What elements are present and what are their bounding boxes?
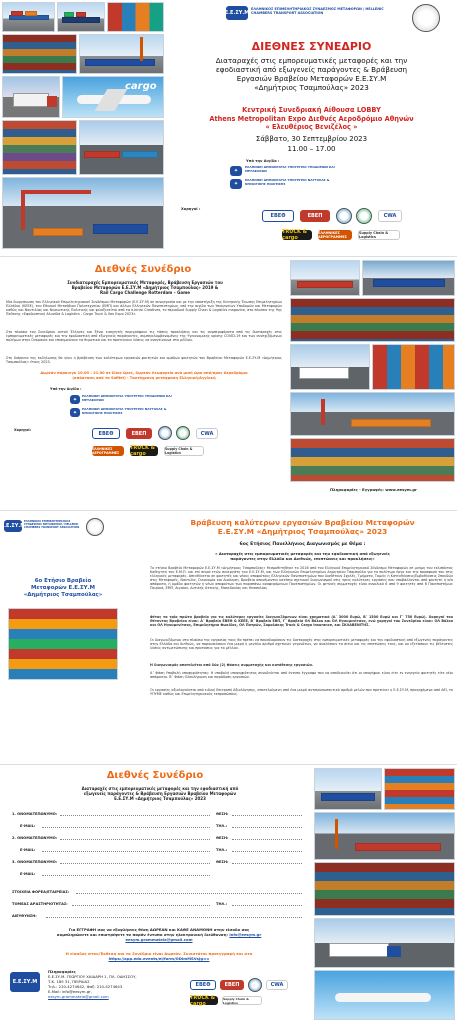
s3-header-org: ΕΛΛΗΝΙΚΟΣ ΕΠΙΜΕΛΗΤΗΡΙΑΚΟΣ ΣΥΝΔΕΣΜΟΣ ΜΕΤΑΦΟΡΩΝ / HELLENIC CHAMBERS TRANSPORT ASSOCIATION bbox=[24, 520, 80, 530]
photo-port bbox=[79, 34, 164, 74]
field-email-1-label: Ε-MAIL: bbox=[20, 824, 36, 828]
registration-email-link-2[interactable]: eesym.grammateia@gmail.com bbox=[125, 936, 193, 942]
conference-subtitle: Διαταραχές στις εμπορευματικές μεταφορές και την εφοδιαστική από εξωγενείς παράγοντες & Βράβευση Εργασιών Βραβείου Μεταφορών Ε.Ε.ΣΥ.Μ «Δημήτριος Τσαμπούλας» 2023 bbox=[215, 56, 408, 92]
s4-photo-3 bbox=[314, 812, 455, 860]
field-email-1-input[interactable] bbox=[42, 827, 210, 828]
s2-ministry-1: ΕΛΛΗΝΙΚΗ ΔΗΜΟΚΡΑΤΙΑ ΥΠΟΥΡΓΕΙΟ ΥΠΟΔΟΜΩΝ ΚΑΙ ΜΕΤΑΦΟΡΩΝ bbox=[82, 394, 172, 402]
registration-email-link[interactable]: info@eesym.gr bbox=[229, 931, 262, 937]
s2-photo-5 bbox=[372, 344, 455, 390]
s2-photo-1 bbox=[290, 260, 360, 296]
section2-sponsors-label: Χορηγοί: bbox=[14, 428, 32, 432]
ministry-1: ΕΛΛΗΝΙΚΗ ΔΗΜΟΚΡΑΤΙΑ ΥΠΟΥΡΓΕΙΟ ΥΠΟΔΟΜΩΝ ΚΑΙ ΜΕΤΑΦΟΡΩΝ bbox=[245, 165, 335, 173]
section2-intro: Συνδιαταραχές Εμπορευματικές Μεταφορές, Βράβευση Εργασιών του Βραβείου Μεταφορών Ε.Ε.ΣΥ.Μ «Δημήτριος Τσαμπούλας» 2019 & Rail Cargo Challenge Rotterdam – Game bbox=[67, 280, 223, 295]
poster-section-4 bbox=[0, 766, 457, 1024]
s3-theme: « Διαταραχές στις εμπορευματικές μεταφορές και την εφοδιαστική από εξωγενείς παράγοντες στην Ελλάδα και Διεθνώς, επιπτώσεις και προκλήσεις» bbox=[215, 551, 390, 561]
sponsor-seal-1 bbox=[336, 208, 352, 224]
field-name-3-label: 3. ΟΝΟΜΑΤΕΠΩΝΥΜΟ: bbox=[12, 860, 58, 864]
sponsor-logo-ebep: ΕΒΕΠ bbox=[300, 210, 330, 222]
entry-note: Η είσοδος στον/Έκθεση και το Συνέδριο είναι Δωρεάν. Συνιστάται προεγγραφή και στο https://app.edo.events/el/form/ODImMSVsJg== bbox=[8, 952, 310, 962]
photo-truck bbox=[2, 76, 60, 118]
field-email-2-input[interactable] bbox=[42, 851, 210, 852]
s3-para6: Οι εργασίες αξιολογούνται από ειδική Επιτροπή Αξιολόγησης, αποτελούμενη από ένα μικρό αντιπροσωπευτικό αριθμό μελών που προτείνει η Ε.Ε.ΣΥ.Μ, προερχόμενα από ΑΕΙ, το ΥΠΥΜΕ καθώς και Επιμελητηριακούς εκπροσώπους. bbox=[150, 688, 453, 697]
registration-note: Για ΕΓΓΡΑΦΗ σας να εξοφλήσεις θέση ΔΩΡΕΑΝ και ΚΑΘΕ ΑΝΑΜΟΝΗ στην είσοδο σας συμπληρώσετε και επιστρέψετε το παρόν έντυπο στην ηλεκτρονική διεύθυνση: info@eesym.gr eesym.grammateia@gmail.com bbox=[8, 928, 310, 942]
photo-containers-2 bbox=[2, 34, 77, 74]
s2-sponsor-truck: TRUCK & cargo bbox=[130, 446, 158, 456]
field-position-3-label: ΘΕΣΗ: bbox=[216, 860, 229, 864]
field-address-input[interactable] bbox=[46, 917, 302, 918]
field-name-1-label: 1. ΟΝΟΜΑΤΕΠΩΝΥΜΟ: bbox=[12, 812, 58, 816]
photo-crane bbox=[2, 177, 164, 249]
field-position-1-input[interactable] bbox=[232, 815, 302, 816]
s4-sponsor-truck: TRUCK & cargo bbox=[190, 996, 218, 1005]
eesym-logo: Ε.Ε.ΣΥ.Μ bbox=[226, 6, 248, 20]
s4-sponsor-cwa: CWA bbox=[266, 980, 288, 990]
section2-title: Διεθνές Συνέδριο bbox=[94, 264, 192, 275]
field-company-label: ΣΤΟΙΧΕΙΑ ΦΟΡΕΑ/ΕΤΑΙΡΕΙΑΣ: bbox=[12, 890, 70, 894]
s2-photo-2 bbox=[362, 260, 455, 296]
field-name-2-input[interactable] bbox=[60, 839, 210, 840]
field-phone-2-input[interactable] bbox=[232, 851, 302, 852]
cargo-label: cargo bbox=[125, 81, 157, 92]
sponsor-logo-truck: TRUCK & cargo bbox=[282, 230, 312, 240]
s2-ministry-logo-2: ✦ bbox=[70, 408, 80, 417]
s2-sponsor-cwa: CWA bbox=[196, 428, 218, 439]
s2-photo-6 bbox=[290, 392, 455, 436]
s4-photo-1 bbox=[314, 768, 382, 810]
s2-photo-4 bbox=[290, 344, 370, 390]
field-email-3-input[interactable] bbox=[42, 875, 210, 876]
info-email-link[interactable]: eesym.grammateia@gmail.com bbox=[48, 993, 109, 999]
s3-para2: Φέτος τα τρία πρώτα βραβεία για τις καλύτερες εργασίες διαγωνιζόμενων είναι χρηματικά (Α΄ 3000 Ευρώ, Β΄ 1500 Ευρώ και Γ΄ 750 Ευρώ). Χορηγοί του Θέτοντος Βραβείου είναι: Α΄ Βραβείο ΕΒΕΘ & ΚΕΕΕ, Β΄ Βραβείο ΕΒΠ, Γ΄ Βραβείο ΟΛ Βόλου και ΟΛ Ηγουμενίτσας, ενώ χορηγοί του Συνεδρίου είναι: ΟΛ Βόλου και ΟΛ Ηγουμενίτσας, Επιμελητήριο Φωκίδας, ΟΛ Πατρών, Σαμαλάκης Truck & Cargo Insurance, και ΣΚΛΑΒΕΝΙΤΗΣ. bbox=[150, 615, 453, 628]
field-position-2-label: ΘΕΣΗ: bbox=[216, 836, 229, 840]
s4-sponsor-ebep: ΕΒΕΠ bbox=[220, 980, 244, 990]
s2-sponsor-airline: ΕΛΛΗΝΙΚΕΣ ΑΕΡΟΓΡΑΜΜΕΣ bbox=[92, 446, 124, 456]
ministry-logo-1: ✦ bbox=[230, 166, 242, 176]
s2-sponsor-ebeth: ΕΒΕΘ bbox=[92, 428, 120, 439]
s2-sponsor-ebep: ΕΒΕΠ bbox=[126, 428, 152, 439]
event-date: Σάββατο, 30 Σεπτεμβρίου 2023 bbox=[255, 135, 368, 143]
s3-university-seal bbox=[86, 518, 104, 536]
field-company-phone-input[interactable] bbox=[232, 905, 302, 906]
photo-ship bbox=[2, 2, 55, 32]
photo-cargo-plane bbox=[62, 76, 164, 118]
s3-photo-containers bbox=[8, 608, 118, 680]
s3-para5: Α΄ Φάση Υποβολή υποψηφιότητας: Η υποβολή υποψηφιότητας συνοδεύεται από έντυπο έγγραφο που να αποδεικνύει ότι οι υποψήφιοι είναι είτε εν ενεργεία φοιτητές είτε νέοι απόφοιτοι. Β΄ Φάση Ολοκλήρωση και παράδοση εργασιών. bbox=[150, 671, 453, 680]
s2-ministry-logo-1: ✦ bbox=[70, 395, 80, 404]
s2-photo-3 bbox=[290, 298, 455, 342]
photo-rail bbox=[79, 120, 164, 175]
s2-sponsor-seal-1 bbox=[158, 426, 172, 440]
poster-section-3 bbox=[0, 512, 457, 762]
s2-ministry-2: ΕΛΛΗΝΙΚΗ ΔΗΜΟΚΡΑΤΙΑ ΥΠΟΥΡΓΕΙΟ ΝΑΥΤΙΛΙΑΣ & ΝΗΣΙΩΤΙΚΗΣ ΠΟΛΙΤΙΚΗΣ bbox=[82, 407, 167, 415]
s4-sponsor-seal bbox=[248, 978, 262, 992]
s3-eesym-logo: Ε.Ε.ΣΥ.Μ bbox=[4, 520, 22, 532]
preregistration-link[interactable]: https://app.edo.events/el/form/ODImMSVsJg== bbox=[108, 955, 210, 961]
s4-title: Διεθνές Συνέδριο bbox=[106, 770, 204, 781]
sponsor-logo-ebeth: ΕΒΕΘ bbox=[262, 210, 294, 222]
s4-photo-4 bbox=[314, 862, 455, 916]
section2-para3: Στη διάρκεια της εκδήλωσης θα γίνει η βράβευση των καλύτερων εργασιών φοιτητών και ομάδων φοιτητών του Βραβείου Μεταφορών Ε.Ε.ΣΥ.Μ «Δημήτριος Τσαμπούλας» έτους 2023. bbox=[6, 356, 282, 365]
s3-title: Βράβευση καλύτερων εργασιών Βραβείου Μεταφορών Ε.Ε.ΣΥ.Μ «Δημήτριος Τσαμπούλας» 2023 bbox=[190, 518, 415, 536]
field-email-2-label: Ε-MAIL: bbox=[20, 848, 36, 852]
field-position-2-input[interactable] bbox=[232, 839, 302, 840]
field-sector-input[interactable] bbox=[72, 905, 210, 906]
photo-ship-2 bbox=[57, 2, 105, 32]
field-phone-2-label: ΤΗΛ.: bbox=[216, 848, 228, 852]
s4-info: Πληροφορίες Ε.Ε.ΣΥ.Μ. ΓΕΩΡΓΙΟΥ ΧΑΙΔΑΡΗ 1, ΠΛ. ΟΔΗΣΣΟΥ, Τ.Κ. 185 31, ΠΕΙΡΑΙΑΣ Τηλ.: 210-4274642, Φαξ: 210-4274643 E-Mail: info@eesym.gr, eesym.grammateia@gmail.com bbox=[48, 970, 178, 999]
sponsor-logo-supply-chain: Supply Chain & Logistics bbox=[358, 230, 400, 240]
ministry-logo-2: ✦ bbox=[230, 179, 242, 189]
photo-yard bbox=[2, 120, 77, 175]
field-email-3-label: Ε-MAIL: bbox=[20, 872, 36, 876]
s4-sponsor-supply: Supply Chain & Logistics bbox=[222, 996, 262, 1005]
field-position-3-input[interactable] bbox=[232, 863, 302, 864]
s2-sponsor-seal-2 bbox=[176, 426, 190, 440]
event-time: 11.00 – 17.00 bbox=[287, 145, 336, 153]
field-position-1-label: ΘΕΣΗ: bbox=[216, 812, 229, 816]
sponsor-logo-airline: ΕΛΛΗΝΙΚΕΣ ΑΕΡΟΓΡΑΜΜΕΣ bbox=[318, 230, 352, 240]
field-name-1-input[interactable] bbox=[60, 815, 210, 816]
s2-photo-7 bbox=[290, 438, 455, 482]
field-sector-label: ΤΟΜΕΑΣ ΔΡΑΣΤΗΡΙΟΤΗΤΑΣ: bbox=[12, 902, 68, 906]
s3-para1: Το ετήσιο Βραβείο Μεταφορών Ε.Ε.ΣΥ.Μ «Δημήτριος Τσαμπούλας» θεσμοθετήθηκε το 2016 από τον Ελληνικό Επιμελητηριακό Σύνδεσμο Μεταφορών σε μνήμη του εκλιπόντος Καθηγητή του Ε.Μ.Π. και επί σειρά ετών συνεργάτη του Ε.Ε.ΣΥ.Μ, και των Ελληνικών Επιμελητηρίων Δημητρίου Τσαμπούλα για το πολύτιμο έργο και την προσφορά του στις ελληνικές μεταφορές. Απευθύνεται σε φοιτητές και νέους αποφοίτους Ελληνικών Πανεπιστημίων που διαθέτουν Σχολές, Τμήματα, Τομείς ή Κατευθύνσεις/Εμβαθύνσεις Σπουδών στις Μεταφορές, Ναυτιλία, Οικονομία και Διοίκηση. Βραβεία απονέμονται κατόπιν σχετικού διαγωνισμού στις τρεις καλύτερες εργασίες που υποβάλλονται από φοιτητή ή νέο απόφοιτο, ή ομάδα φοιτητών ή νέων αποφοίτων των παραπάνω αναφερόμενων Πανεπιστημίων. Οι φετινές συμμετοχές είναι συνολικά 6 από 9 φοιτητές από 6 Πανεπιστήμια: Πειραιά, ΕΜΠ, Αιγαίου, Δυτικής Αττικής, Μακεδονίας και Θεσσαλίας. bbox=[150, 566, 453, 591]
poster-section-1 bbox=[0, 0, 457, 255]
field-phone-1-label: ΤΗΛ.: bbox=[216, 824, 228, 828]
aegis-label: Υπό την Αιγίδα : bbox=[246, 159, 280, 163]
field-company-phone-label: ΤΗΛ.: bbox=[216, 902, 228, 906]
photo-containers bbox=[107, 2, 164, 32]
field-address-label: ΔΙΕΥΘΥΝΣΗ: bbox=[12, 914, 37, 918]
s3-left-title: 6ο Ετήσιο Βραβείο Μεταφορών Ε.Ε.ΣΥ.Μ «Δημήτριος Τσαμπούλας» bbox=[23, 578, 103, 598]
field-phone-1-input[interactable] bbox=[232, 827, 302, 828]
section2-para2: Στο πλαίσιο του Συνεδρίου αυτού Έλληνες και ξένοι εισηγητές περιγράφουν τις τάσεις προκλήσεις και τις συμπεριφόρατα από τις διαταραχές στις εμπορευματικές μεταφορές και την εφοδιαστική από εξωγενείς παράγοντες, συμπεριλαμβανομένης της Υγειονομικής κρίσης COVID-19 και των συνεχιζόμενων πολέμων στην Ουκρανία και επισημαίνουν τα θεματικά και τα προτείνουν λύσεις να αναγείνουμε στο μέλλον. bbox=[6, 330, 282, 343]
s3-competition: 6ος Ετήσιος Πανελλήνιος Διαγωνισμός με Θέμα : bbox=[239, 542, 366, 547]
section2-notice: Δωρεάν πάρκινγκ 10.00 – 21.00 σε ίδιας ώρες, δωρεάν Λεωφορεία ανά μισή ώρα από/προς Αεροδρόμιο (απόσταση από το Sofitel) - Ταυτόχρονη μετάφραση Ελληνική/Αγγλική bbox=[40, 371, 248, 380]
poster-section-2 bbox=[0, 258, 457, 508]
university-seal bbox=[412, 4, 440, 32]
sponsors-label: Χορηγοί : bbox=[181, 207, 201, 211]
s3-para3: Οι διαγωνιζόμενοι στο πλαίσιο της εργασίας τους θα πρέπει να προσδιορίσουν τις διαταραχές στις εμπορευματικές μεταφορές και την εφοδιαστική από εξωγενείς παράγοντες στην Ελλάδα και διεθνώς, να παρουσιάσουν ένα μικρό ή μεγάλο αριθμό σχετικών γεγονότων, να αναλύσουν τα αίτια και τις επιπτώσεις τους, και να εξετάσουν τις βέλτιστες λύσεις αντιμετώπισης και προτάσεις για το μέλλον. bbox=[150, 638, 453, 651]
page-title: ΔΙΕΘΝΕΣ ΣΥΝΕΔΡΙΟ bbox=[251, 40, 372, 53]
section2-aegis-label: Υπό την Αιγίδα : bbox=[50, 387, 82, 391]
s4-photo-6 bbox=[314, 970, 455, 1020]
s4-sponsor-ebeth: ΕΒΕΘ bbox=[190, 980, 216, 990]
s4-desc: Διαταραχές στις εμπορευματικές μεταφορές και την εφοδιαστική από εξωγενείς παράγοντες & Βράβευση Εργασιών Βραβείου Μεταφορών Ε.Ε.ΣΥ.Μ «Δημήτριος Τσαμπούλας» 2023 bbox=[81, 786, 239, 801]
ministry-2: ΕΛΛΗΝΙΚΗ ΔΗΜΟΚΡΑΤΙΑ ΥΠΟΥΡΓΕΙΟ ΝΑΥΤΙΛΙΑΣ & ΝΗΣΙΩΤΙΚΗΣ ΠΟΛΙΤΙΚΗΣ bbox=[245, 178, 330, 186]
s4-photo-2 bbox=[384, 768, 455, 810]
field-name-3-input[interactable] bbox=[60, 863, 210, 864]
s4-photo-5 bbox=[314, 918, 455, 968]
header-org: ΕΛΛΗΝΙΚΟΣ ΕΠΙΜΕΛΗΤΗΡΙΑΚΟΣ ΣΥΝΔΕΣΜΟΣ ΜΕΤΑΦΟΡΩΝ / HELLENIC CHAMBERS TRANSPORT ASSOCIATION bbox=[251, 7, 384, 16]
s3-para4: Η διαγωνισμός αποτελείται από δύο (2) Φάσεις συμμετοχής και κατάθεσης εργασιών. bbox=[150, 663, 314, 667]
venue: Κεντρική Συνεδριακή Αίθουσα LOBBY Athens Metropolitan Expo Διεθνές Αεροδρόμιο Αθηνών « Ελευθέριος Βενιζέλος » bbox=[209, 106, 414, 132]
sponsor-seal-2 bbox=[356, 208, 372, 224]
s2-sponsor-supply: Supply Chain & Logistics bbox=[164, 446, 204, 456]
sponsor-logo-cwa: CWA bbox=[378, 210, 402, 222]
section2-para1: Μία διοργάνωση του Ελληνικού Επιμελητηριακού Συνδέσμου Μεταφορών (Ε.Ε.ΣΥ.Μ) σε συνεργασία και με την υποστήριξη της Κεντρικής Ένωσης Επιμελητηρίων Ελλάδος (ΚΕΕΕ), του Εθνικού Μετσόβιου Πολυτεχνείου (ΕΜΠ) και άλλων Ελληνικών Πανεπιστημίων, υπό την αιγίδα των Υπουργείων Υποδομών και Μεταφορών καθώς και Ναυτιλίας και Νησιωτικής Πολιτικής και φιλοξενείται από τα e-kinisi Creatives, το περιοδικό Supply Chain & Logistics magazine, στο πλαίσιο της 9ης Έκθεσης «Εφοδιαστική Αλυσίδα & Logistics - Cargo Truck & Van Expo 2023». bbox=[6, 300, 282, 317]
s4-eesym-logo: Ε.Ε.ΣΥ.Μ bbox=[10, 972, 40, 992]
field-company-input[interactable] bbox=[76, 893, 302, 894]
field-name-2-label: 2. ΟΝΟΜΑΤΕΠΩΝΥΜΟ: bbox=[12, 836, 58, 840]
section2-info: Πληροφορίες - Εγγραφές: www.eesym.gr bbox=[330, 487, 417, 492]
